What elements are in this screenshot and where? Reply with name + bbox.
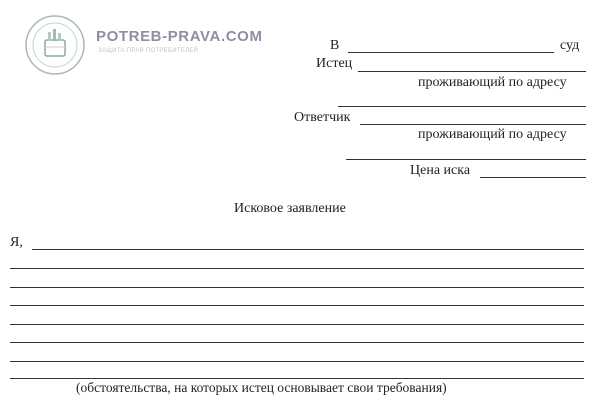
plaintiff-address-caption: проживающий по адресу	[418, 75, 567, 90]
potreb-prava-logo-icon	[24, 14, 86, 76]
body-line[interactable]	[10, 324, 584, 325]
defendant-name-line[interactable]	[360, 124, 586, 125]
body-line[interactable]	[10, 287, 584, 288]
brand-name: POTREB-PRAVA.COM	[96, 28, 263, 45]
defendant-address-caption: проживающий по адресу	[418, 127, 567, 142]
body-line[interactable]	[10, 342, 584, 343]
court-name-line[interactable]	[348, 52, 554, 53]
document-title: Исковое заявление	[234, 201, 346, 216]
claim-price-label: Цена иска	[410, 163, 471, 178]
brand-tagline: ЗАЩИТА ПРАВ ПОТРЕБИТЕЛЕЙ	[98, 48, 199, 54]
court-prefix: В	[330, 38, 340, 53]
body-line[interactable]	[32, 249, 584, 250]
plaintiff-address-line[interactable]	[338, 106, 586, 107]
body-line[interactable]	[10, 378, 584, 379]
defendant-address-line[interactable]	[346, 159, 586, 160]
body-line[interactable]	[10, 305, 584, 306]
defendant-label: Ответчик	[294, 110, 351, 125]
body-start: Я,	[10, 235, 23, 250]
plaintiff-label: Истец	[316, 56, 353, 71]
footnote-caption: (обстоятельства, на которых истец основывает свои требования)	[76, 380, 447, 395]
plaintiff-name-line[interactable]	[358, 71, 586, 72]
claim-price-line[interactable]	[480, 177, 586, 178]
body-line[interactable]	[10, 268, 584, 269]
body-line[interactable]	[10, 361, 584, 362]
court-suffix: суд	[560, 38, 580, 53]
